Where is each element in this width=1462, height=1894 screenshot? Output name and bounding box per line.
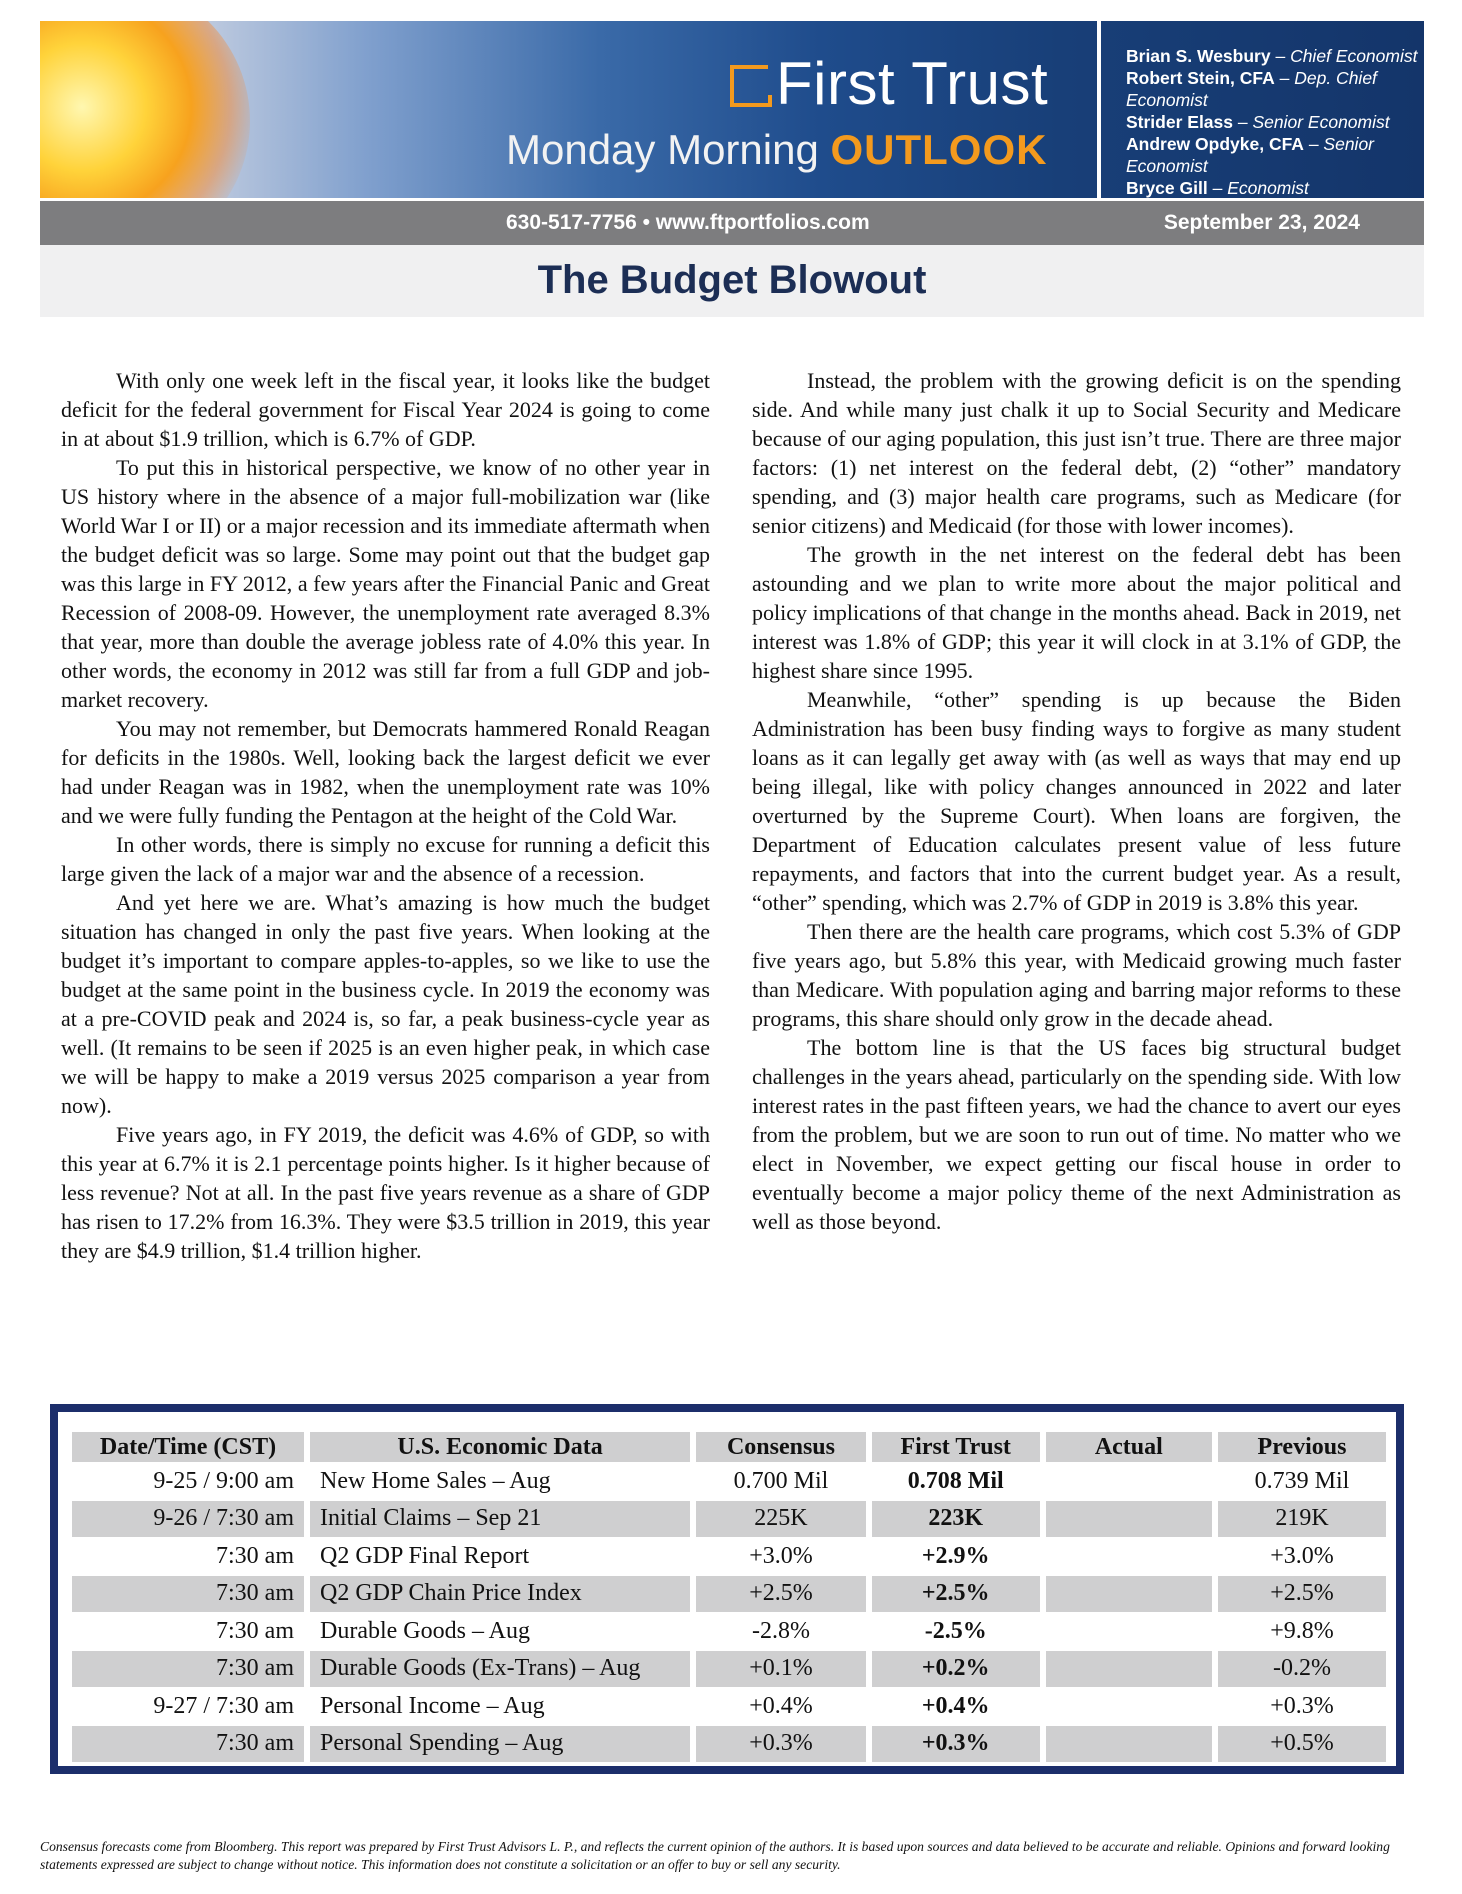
article-paragraph: The growth in the net interest on the federal debt has been astounding and we plan to write more about the major political and policy implications of that change in the months ahead. Back in 2019, net interest was 1.8% of GDP; this year it will clock in at 3.1% of GDP, the highest share since 1995. xyxy=(752,542,1401,683)
table-row xyxy=(72,1650,1386,1688)
article-column-left xyxy=(61,366,710,1265)
cell-event: Q2 GDP Chain Price Index xyxy=(310,1575,696,1613)
disclaimer-footnote: Consensus forecasts come from Bloomberg. This report was prepared by First Trust Advisors L. P., and reflects the current opinion of the authors. It is based upon sources and data believed to be accurate and reliable. Opinions and forward looking statements expressed are subject to change without notice. This information does not constitute a solicitation or an offer to buy or sell any security. xyxy=(40,1839,1390,1872)
cell-actual xyxy=(1046,1575,1218,1613)
staff-name: Andrew Opdyke, CFA xyxy=(1126,134,1304,154)
article-paragraph: The bottom line is that the US faces big structural budget challenges in the years ahead, particularly on the spending side. With low interest rates in the past fifteen years, we had the chance to avert our eyes from the problem, but we are soon to run out of time. No matter who we elect in November, we expect getting our fiscal house in order to eventually become a major policy theme of the next Administration as well as those beyond. xyxy=(752,1035,1401,1234)
staff-title: Dep. Chief Economist xyxy=(1126,68,1377,110)
cell-first-trust: -2.5% xyxy=(872,1612,1046,1650)
staff-list xyxy=(1126,45,1424,198)
staff-title: Senior Economist xyxy=(1252,112,1390,132)
cell-consensus: 0.700 Mil xyxy=(696,1462,872,1500)
brand-name: First Trust xyxy=(776,50,1049,117)
staff-name: Bryce Gill xyxy=(1126,178,1208,198)
cell-consensus: +2.5% xyxy=(696,1575,872,1613)
table-row xyxy=(72,1725,1386,1763)
publication-name-accent: OUTLOOK xyxy=(830,126,1048,173)
header-actual: Actual xyxy=(1046,1432,1218,1462)
staff-name: Robert Stein, CFA xyxy=(1126,68,1275,88)
logo-mark-icon xyxy=(730,65,768,107)
article-paragraph: In other words, there is simply no excuse for running a deficit this large given the lack of a major war and the absence of a recession. xyxy=(61,832,710,886)
cell-time: 9-25 / 9:00 am xyxy=(72,1462,310,1500)
article-paragraph: To put this in historical perspective, we know of no other year in US history where in the absence of a major full-mobilization war (like World War I or II) or a major recession and its immediate aftermath when the budget deficit was so large. Some may point out that the budget gap was this large in FY 2012, a few years after the Financial Panic and Great Recession of 2008-09. However, the unemployment rate averaged 8.3% that year, more than double the average jobless rate of 4.0% this year. In other words, the economy in 2012 was still far from a full GDP and job-market recovery. xyxy=(61,455,710,712)
table-row xyxy=(72,1612,1386,1650)
article-paragraph: Five years ago, in FY 2019, the deficit was 4.6% of GDP, so with this year at 6.7% it is 2.1 percentage points higher. Is it higher because of less revenue? Not at all. In the past five years revenue as a share of GDP has risen to 17.2% from 16.3%. They were $3.5 trillion in 2019, this year they are $4.9 trillion, $1.4 trillion higher. xyxy=(61,1122,710,1263)
cell-previous: +0.5% xyxy=(1218,1725,1386,1763)
issue-date: September 23, 2024 xyxy=(1163,211,1360,234)
staff-title: Chief Economist xyxy=(1290,46,1418,66)
title-bar xyxy=(40,245,1424,317)
header-date-time: Date/Time (CST) xyxy=(72,1432,310,1462)
cell-previous: -0.2% xyxy=(1218,1650,1386,1688)
cell-first-trust: +2.5% xyxy=(872,1575,1046,1613)
header-banner xyxy=(40,21,1424,198)
cell-first-trust: +2.9% xyxy=(872,1537,1046,1575)
cell-consensus: 225K xyxy=(696,1500,872,1538)
header-previous: Previous xyxy=(1218,1432,1386,1462)
cell-time: 7:30 am xyxy=(72,1575,310,1613)
table-row xyxy=(72,1687,1386,1725)
cell-actual xyxy=(1046,1612,1218,1650)
article-paragraph: Then there are the health care programs, which cost 5.3% of GDP five years ago, but 5.8% this year, with Medicaid growing much faster than Medicare. With population aging and barring major reforms to these programs, this share should only grow in the decade ahead. xyxy=(752,919,1401,1031)
staff-entry: Bryce Gill – Economist xyxy=(1126,178,1309,198)
publication-name xyxy=(506,126,1047,174)
cell-event: Durable Goods (Ex-Trans) – Aug xyxy=(310,1650,696,1688)
header-consensus: Consensus xyxy=(696,1432,872,1462)
cell-first-trust: +0.4% xyxy=(872,1687,1046,1725)
economic-data-table xyxy=(72,1432,1386,1762)
publication-name-prefix: Monday Morning xyxy=(506,126,831,173)
cell-first-trust: +0.3% xyxy=(872,1725,1046,1763)
staff-entry: Brian S. Wesbury – Chief Economist xyxy=(1126,46,1418,66)
cell-event: Q2 GDP Final Report xyxy=(310,1537,696,1575)
cell-time: 7:30 am xyxy=(72,1725,310,1763)
header-economic-data: U.S. Economic Data xyxy=(310,1432,696,1462)
table-row xyxy=(72,1500,1386,1538)
cell-previous: +0.3% xyxy=(1218,1687,1386,1725)
table-header-row xyxy=(72,1432,1386,1462)
page-title: The Budget Blowout xyxy=(537,258,927,302)
contact-bar xyxy=(40,201,1424,245)
cell-actual xyxy=(1046,1500,1218,1538)
cell-event: New Home Sales – Aug xyxy=(310,1462,696,1500)
cell-consensus: +0.4% xyxy=(696,1687,872,1725)
cell-time: 7:30 am xyxy=(72,1650,310,1688)
article-column-right xyxy=(752,366,1401,1236)
cell-previous: +2.5% xyxy=(1218,1575,1386,1613)
cell-time: 9-26 / 7:30 am xyxy=(72,1500,310,1538)
article-paragraph: Instead, the problem with the growing deficit is on the spending side. And while many just chalk it up to Social Security and Medicare because of our aging population, this just isn’t true. There are three major factors: (1) net interest on the federal debt, (2) “other” mandatory spending, and (3) major health care programs, such as Medicare (for senior citizens) and Medicaid (for those with lower incomes). xyxy=(752,368,1401,538)
header-first-trust: First Trust xyxy=(872,1432,1046,1462)
cell-time: 7:30 am xyxy=(72,1537,310,1575)
cell-actual xyxy=(1046,1725,1218,1763)
cell-consensus: -2.8% xyxy=(696,1612,872,1650)
cell-event: Personal Income – Aug xyxy=(310,1687,696,1725)
cell-actual xyxy=(1046,1687,1218,1725)
article-paragraph: Meanwhile, “other” spending is up because the Biden Administration has been busy finding ways to forgive as many student loans as it can legally get away with (as well as ways that may end up being illegal, like with policy changes announced in 2022 and later overturned by the Supreme Court). When loans are forgiven, the Department of Education calculates present value of less future repayments, and factors that into the current budget year. As a result, “other” spending, which was 2.7% of GDP in 2019 is 3.8% this year. xyxy=(752,687,1401,915)
article-paragraph: And yet here we are. What’s amazing is how much the budget situation has changed in only the past five years. When looking at the budget it’s important to compare apples-to-apples, so we like to use the budget at the same point in the business cycle. In 2019 the economy was at a pre-COVID peak and 2024 is, so far, a peak business-cycle year as well. (It remains to be seen if 2025 is an even higher peak, in which case we will be happy to make a 2019 versus 2025 comparison a year from now). xyxy=(61,890,710,1118)
cell-event: Personal Spending – Aug xyxy=(310,1725,696,1763)
cell-previous: 219K xyxy=(1218,1500,1386,1538)
cell-first-trust: +0.2% xyxy=(872,1650,1046,1688)
table-row xyxy=(72,1575,1386,1613)
cell-consensus: +3.0% xyxy=(696,1537,872,1575)
staff-title: Senior Economist xyxy=(1126,134,1375,176)
staff-entry: Andrew Opdyke, CFA – Senior Economist xyxy=(1126,134,1375,176)
staff-title: Economist xyxy=(1227,178,1309,198)
cell-event: Initial Claims – Sep 21 xyxy=(310,1500,696,1538)
header-divider xyxy=(1097,21,1101,198)
cell-consensus: +0.1% xyxy=(696,1650,872,1688)
staff-entry: Robert Stein, CFA – Dep. Chief Economist xyxy=(1126,68,1377,110)
table-row xyxy=(72,1537,1386,1575)
article-paragraph: You may not remember, but Democrats hammered Ronald Reagan for deficits in the 1980s. Well, looking back the largest deficit we ever had under Reagan was in 1982, when the unemployment rate was 10% and we were fully funding the Pentagon at the height of the Cold War. xyxy=(61,716,710,828)
staff-entry: Strider Elass – Senior Economist xyxy=(1126,112,1390,132)
cell-previous: 0.739 Mil xyxy=(1218,1462,1386,1500)
staff-name: Strider Elass xyxy=(1126,112,1233,132)
article-paragraph: With only one week left in the fiscal year, it looks like the budget deficit for the federal government for Fiscal Year 2024 is going to come in at about $1.9 trillion, which is 6.7% of GDP. xyxy=(61,368,710,451)
brand-logo xyxy=(730,49,1048,118)
cell-event: Durable Goods – Aug xyxy=(310,1612,696,1650)
cell-actual xyxy=(1046,1462,1218,1500)
economic-data-table-box xyxy=(50,1404,1404,1774)
staff-name: Brian S. Wesbury xyxy=(1126,46,1271,66)
cell-first-trust: 223K xyxy=(872,1500,1046,1538)
cell-actual xyxy=(1046,1650,1218,1688)
cell-time: 7:30 am xyxy=(72,1612,310,1650)
cell-previous: +9.8% xyxy=(1218,1612,1386,1650)
cell-actual xyxy=(1046,1537,1218,1575)
table-row xyxy=(72,1462,1386,1500)
cell-time: 9-27 / 7:30 am xyxy=(72,1687,310,1725)
contact-info: 630-517-7756 • www.ftportfolios.com xyxy=(506,211,870,234)
cell-first-trust: 0.708 Mil xyxy=(872,1462,1046,1500)
cell-previous: +3.0% xyxy=(1218,1537,1386,1575)
sunburst-graphic xyxy=(40,21,250,198)
cell-consensus: +0.3% xyxy=(696,1725,872,1763)
